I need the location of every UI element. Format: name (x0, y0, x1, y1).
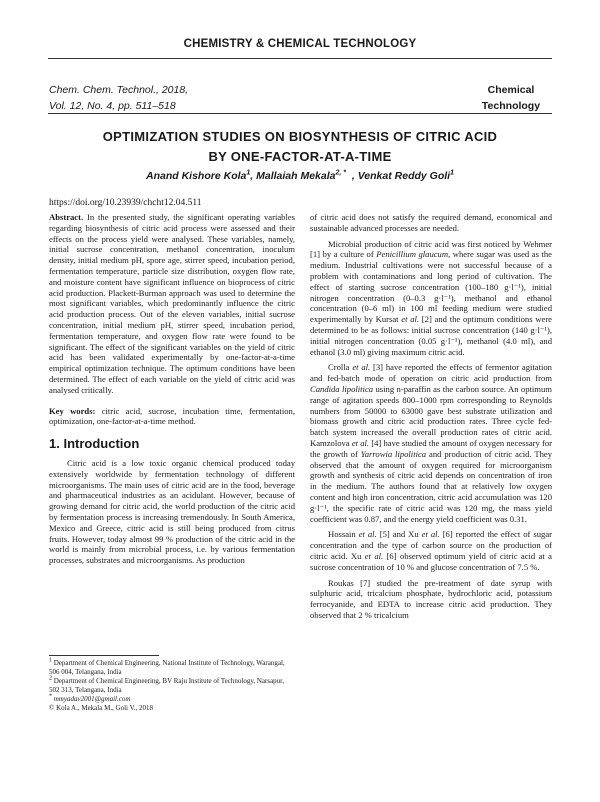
author-affiliation: 1 (246, 169, 251, 177)
author-name: Anand Kishore Kola (146, 170, 247, 182)
author-list: Anand Kishore Kola$^1$, Mallaiah Mekala$^{2, *}$ , Venkat Reddy Goli$^1$ (146, 169, 454, 182)
author-email-link[interactable]: mmyadav2001@gmail.com (53, 695, 131, 703)
footnote-email (49, 695, 295, 704)
footnote-text: Department of Chemical Engineering, National Institute of Technology, Warangal, 506 004, Telangana, India (49, 659, 285, 676)
footnote-text: Department of Chemical Engineering, BV Raju Institute of Technology, Narsapur, 502 313, Telangana, India (49, 677, 284, 694)
header-rule-bottom (48, 113, 552, 114)
keywords (49, 406, 295, 428)
citation-line-1: Chem. Chem. Technol., 2018, (49, 84, 189, 96)
category-line-1: Chemical (487, 84, 535, 96)
text-run: , where sugar was used as the medium. Industrial cultivations were not successful because of a problem with contaminations and long period of cultivation. The effect of starting sucrose concentration (100–180 g·l⁻¹), initial nitrogen concentration (0–0.3 g·l⁻¹), methanol and ethanol concentration (0–6 ml) in 100 ml feeding medium were studied experimentally by Kursat (310, 249, 552, 325)
paragraph: of citric acid does not satisfy the required demand, economical and sustainable advanced processes are needed. (310, 212, 552, 233)
intro-paragraph: Citric acid is a low toxic organic chemical produced today extensively worldwide by fermentation technology of different microorganisms. The main uses of citric acid are in the food, beverage and pharmaceutical industries as an acidulant. However, because of growing demand for citric acid, the world production of the citric acid by fermentation process is increasing tremendously. In South America, Mexico and Greece, citric acid is still being produced from citrus fruits. However, today almost 99 % production of the citric acid in the world is mainly from microbial process, i.e. by various fermentation processes, substrates and microorganisms. As production (49, 457, 295, 566)
keywords-label: Key words: (49, 405, 96, 416)
footnotes (49, 659, 295, 713)
organism-name: Yarrowia lipolitica (360, 448, 427, 459)
text-run: Hossain (328, 529, 359, 540)
organism-name: Candida lipolitica (310, 383, 374, 394)
paragraph (310, 239, 552, 358)
journal-title: CHEMISTRY & CHEMICAL TECHNOLOGY (183, 38, 417, 50)
author-affiliation: 2, * (335, 169, 347, 177)
paragraph (310, 529, 552, 572)
category-line-2: Technology (481, 100, 541, 112)
left-column (49, 212, 295, 566)
citation-info (49, 82, 188, 114)
text-run: using n-paraffin as the carbon source. An optimum range of agitation speeds 800–1000 rpm corresponding to Reynolds numbers from 50000 to 63000 gave best substrate utilization and biomass growth and citric acid production rates. Three cycle fed-batch system increased the overall production rates of citric acid. Kamzolova (310, 383, 552, 448)
footnote-affiliation-2 (49, 677, 295, 695)
section-heading-introduction: 1. Introduction (49, 436, 140, 452)
author-affiliation: 1 (450, 169, 454, 177)
text-run: [6] observed optimum yield of citric acid at a sucrose concentration of 10 % and glucose concentration of 7.5 %. (310, 550, 552, 572)
text-run: Crolla (328, 362, 353, 373)
paragraph: Roukas [7] studied the pre-treatment of date syrup with sulphuric acid, tricalcium phosphate, hydrochloric acid, potassium ferrocyanide, and EDTA to increase citric acid production. They observed that 2 % tricalcium (310, 577, 552, 620)
text-run: [2] and the optimum conditions were determined to be as follows: initial sucrose concentration (140 g·l⁻¹), initial nitrogen concentration (0.05 g·l⁻¹), methanol (4.0 ml), and ethanol (3.0 ml) giving maximum citric acid. (310, 314, 552, 357)
right-column (310, 212, 552, 621)
paragraph (310, 362, 552, 524)
copyright-notice: © Kola A., Mekala M., Goli V., 2018 (49, 704, 154, 712)
doi-link[interactable]: https://doi.org/10.23939/chcht12.04.511 (49, 198, 202, 208)
title-line-2: BY ONE-FACTOR-AT-A-TIME (208, 149, 392, 164)
organism-name: Penicillium glaucum (376, 249, 449, 260)
text-run: [3] have reported the effects of fermentor agitation and fed-batch mode of operation on citric acid production from (310, 362, 552, 384)
citation-line-2: Vol. 12, No. 4, pp. 511–518 (49, 100, 176, 112)
footnote-marker: 1 (49, 657, 52, 664)
author-name: Mallaiah Mekala (256, 170, 336, 182)
keywords-text: citric acid, sucrose, incubation time, fermentation, optimization, one-factor-at-a-time method. (49, 405, 296, 427)
et-al: et al. (351, 437, 370, 448)
paper-title (40, 127, 560, 167)
footnote-rule (49, 655, 159, 656)
text-run: [5] and Xu (376, 529, 422, 540)
header-rule-top (48, 58, 552, 59)
text-run: Microbial production of citric acid was first noticed by Wehmer [1] by a culture of (310, 238, 552, 260)
et-al: et al. (401, 314, 420, 325)
footnote-marker: 2 (49, 675, 52, 682)
journal-category (471, 82, 551, 114)
et-al: et al. (358, 529, 377, 540)
et-al: et al. (421, 529, 440, 540)
text-run: [6] reported the effect of sugar concentration and the type of carbon source on the production of citric acid. Xu (310, 529, 553, 561)
et-al: et al. (352, 362, 371, 373)
abstract-label: Abstract. (49, 212, 84, 222)
text-run: and production of citric acid. They observed that the amount of oxygen required for microorganism growth and synthesis of citric acid depends on concentration of iron in the medium. The authors found that at relatively low oxygen content and high iron concentration, citric acid accumulation was 120 g·l⁻¹, the specific rate of citric acid was 120 mg, the mass yield coefficient was 0.87, and the energy yield coefficient was 0.31. (310, 448, 553, 524)
footnote-affiliation-1 (49, 659, 295, 677)
abstract (49, 212, 295, 396)
et-al: et al. (364, 550, 384, 561)
text-run: [4] have studied the amount of oxygen necessary for the growth of (310, 437, 553, 459)
title-line-1: OPTIMIZATION STUDIES ON BIOSYNTHESIS OF CITRIC ACID (102, 129, 498, 144)
abstract-text: In the presented study, the significant operating variables regarding biosynthesis of citric acid process were assessed and their effects on the process yield were analysed. These variables, namely, initial sucrose concentration, methanol concentration, inoculum density, initial medium pH, spore age, stirrer speed, incubation period, fermentation temperature, particle size distribution, oxygen flow rate, and moisture content have significant influence on bioprocess of citric acid production. Plackett-Burman approach was used to determine the most significant variables, which predominantly influence the citric acid production process. Out of the eleven variables, initial sucrose concentration, initial medium pH, stirrer speed, incubation period, fermentation temperature, and oxygen flow rate were found to be significant. The effect of the significant variables on the yield of citric acid has been validated experimentally by one-factor-at-a-time empirical optimization technique. The optimum conditions have been determined. The effect of each variable on the yield of citric acid was analysed critically. (49, 212, 295, 395)
author-name: Venkat Reddy Goli (357, 170, 451, 182)
footnote-marker: * (49, 693, 52, 700)
